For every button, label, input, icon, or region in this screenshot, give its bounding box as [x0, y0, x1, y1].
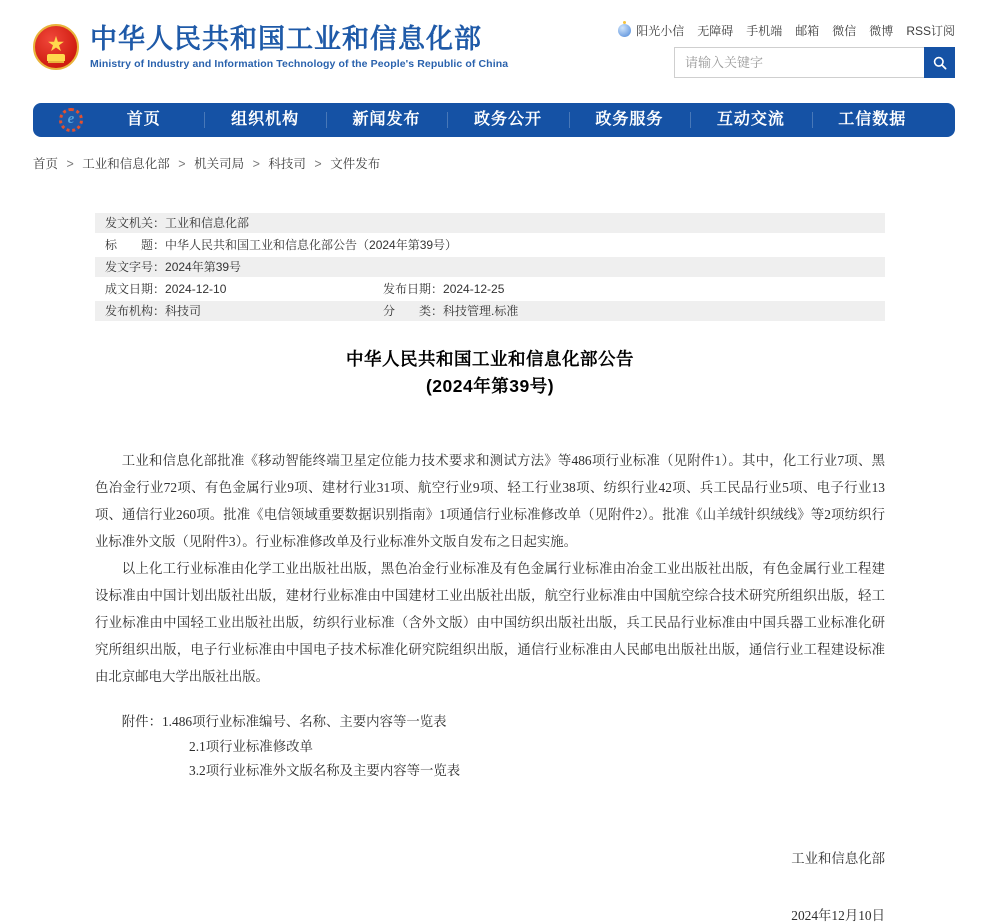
nav-item-industry-data[interactable]: 工信数据 — [812, 103, 933, 137]
site-title: 中华人民共和国工业和信息化部 — [90, 24, 482, 54]
search-bar — [674, 47, 955, 78]
meta-value: 2024-12-25 — [443, 282, 505, 296]
announcement-body — [95, 447, 885, 690]
link-accessibility[interactable]: 无障碍 — [697, 23, 734, 38]
meta-value: 科技管理.标准 — [443, 304, 519, 318]
site-subtitle: Ministry of Industry and Information Technology of the People's Republic of China — [90, 58, 509, 71]
meta-row-publisher-category — [95, 301, 885, 321]
breadcrumb-document-release[interactable]: 文件发布 — [330, 157, 381, 171]
nav-item-home[interactable]: 首页 — [126, 111, 161, 128]
breadcrumb-science-tech-dept[interactable]: 科技司 — [268, 157, 306, 171]
search-input[interactable] — [675, 48, 924, 77]
meta-value: 2024-12-10 — [165, 282, 227, 296]
national-emblem-icon: ★ — [33, 24, 79, 70]
attachment-list — [95, 710, 885, 784]
meta-label: 发布机构： — [105, 304, 166, 318]
meta-label: 成文日期： — [105, 282, 166, 296]
search-button[interactable] — [924, 47, 955, 78]
document-area — [95, 213, 885, 924]
breadcrumb — [33, 154, 380, 172]
attachment-item-2[interactable]: 2.1项行业标准修改单 — [189, 738, 313, 754]
meta-label: 发文机关： — [105, 216, 166, 230]
attachment-item-3[interactable]: 3.2项行业标准外文版名称及主要内容等一览表 — [189, 763, 461, 778]
meta-value: 中华人民共和国工业和信息化部公告（2024年第39号） — [165, 238, 458, 252]
signature-block — [95, 848, 885, 924]
nav-item-gov-disclosure[interactable]: 政务公开 — [447, 103, 568, 137]
site-brand[interactable] — [33, 24, 508, 70]
meta-label: 发文字号： — [105, 260, 166, 274]
link-rss[interactable]: RSS订阅 — [906, 23, 955, 38]
link-mail[interactable]: 邮箱 — [795, 23, 820, 38]
meta-value: 科技司 — [165, 304, 202, 318]
meta-label: 分 类： — [383, 304, 444, 318]
breadcrumb-separator: > — [178, 157, 186, 171]
breadcrumb-departments[interactable]: 机关司局 — [194, 157, 245, 171]
announcement-title — [95, 346, 885, 400]
nav-item-organization[interactable]: 组织机构 — [204, 103, 325, 137]
link-weibo[interactable]: 微博 — [869, 23, 894, 38]
nav-item-news[interactable]: 新闻发布 — [326, 103, 447, 137]
document-meta-table — [95, 213, 885, 321]
meta-row-title — [95, 235, 885, 255]
link-mobile[interactable]: 手机端 — [746, 23, 783, 38]
meta-row-issuing-authority — [95, 213, 885, 233]
announcement-paragraph-1: 工业和信息化部批准《移动智能终端卫星定位能力技术要求和测试方法》等486项行业标准（见附件1）。其中，化工行业7项、黑色冶金行业72项、有色金属行业9项、建材行业31项、航空行业9项、轻工行业38项、纺织行业42项、兵工民品行业5项、电子行业13项、通信行业260项。批准《电信领域重要数据识别指南》1项通信行业标准修改单（见附件2）。批准《山羊绒针织绒线》等2项纺织行业标准外文版（见附件3）。行业标准修改单及行业标准外文版自发布之日起实施。 — [95, 453, 885, 549]
breadcrumb-separator: > — [252, 157, 260, 171]
announcement-paragraph-2: 以上化工行业标准由化学工业出版社出版，黑色冶金行业标准及有色金属行业标准由冶金工业出版社出版，有色金属行业工程建设标准由中国计划出版社出版，建材行业标准由中国建材工业出版社出版，航空行业标准由中国航空综合技术研究所组织出版，轻工行业标准由中国轻工业出版社出版，纺织行业标准（含外文版）由中国纺织出版社出版，兵工民品行业标准由中国兵器工业标准化研究所组织出版，电子行业标准由中国电子技术标准化研究院组织出版，通信行业标准由人民邮电出版社出版，通信行业工程建设标准由北京邮电大学出版社出版。 — [95, 561, 885, 684]
announcement-title-line1: 中华人民共和国工业和信息化部公告 — [346, 349, 634, 369]
breadcrumb-miit[interactable]: 工业和信息化部 — [82, 157, 170, 171]
link-wechat[interactable]: 微信 — [832, 23, 857, 38]
primary-nav — [33, 103, 955, 137]
announcement-title-line2: (2024年第39号) — [425, 376, 555, 396]
meta-value: 工业和信息化部 — [165, 216, 250, 230]
meta-value: 2024年第39号 — [165, 260, 242, 274]
link-sunshine-assistant[interactable]: 阳光小信 — [636, 23, 685, 38]
signature-date: 2024年12月10日 — [791, 907, 885, 923]
breadcrumb-home[interactable]: 首页 — [33, 157, 59, 171]
nav-item-interaction[interactable]: 互动交流 — [690, 103, 811, 137]
utility-links — [618, 22, 955, 38]
meta-row-dates — [95, 279, 885, 299]
sunshine-mascot-icon — [618, 24, 631, 37]
meta-label: 发布日期： — [383, 282, 444, 296]
attachment-item-1[interactable]: 附件：1.486项行业标准编号、名称、主要内容等一览表 — [121, 714, 447, 729]
breadcrumb-separator: > — [314, 157, 322, 171]
miit-gear-logo-icon: e — [59, 108, 83, 132]
breadcrumb-separator: > — [66, 157, 74, 171]
signature-authority: 工业和信息化部 — [791, 850, 885, 866]
meta-label: 标 题： — [105, 238, 166, 252]
search-icon — [932, 55, 948, 71]
meta-row-document-number — [95, 257, 885, 277]
site-title-block — [90, 24, 508, 70]
nav-item-gov-services[interactable]: 政务服务 — [569, 103, 690, 137]
